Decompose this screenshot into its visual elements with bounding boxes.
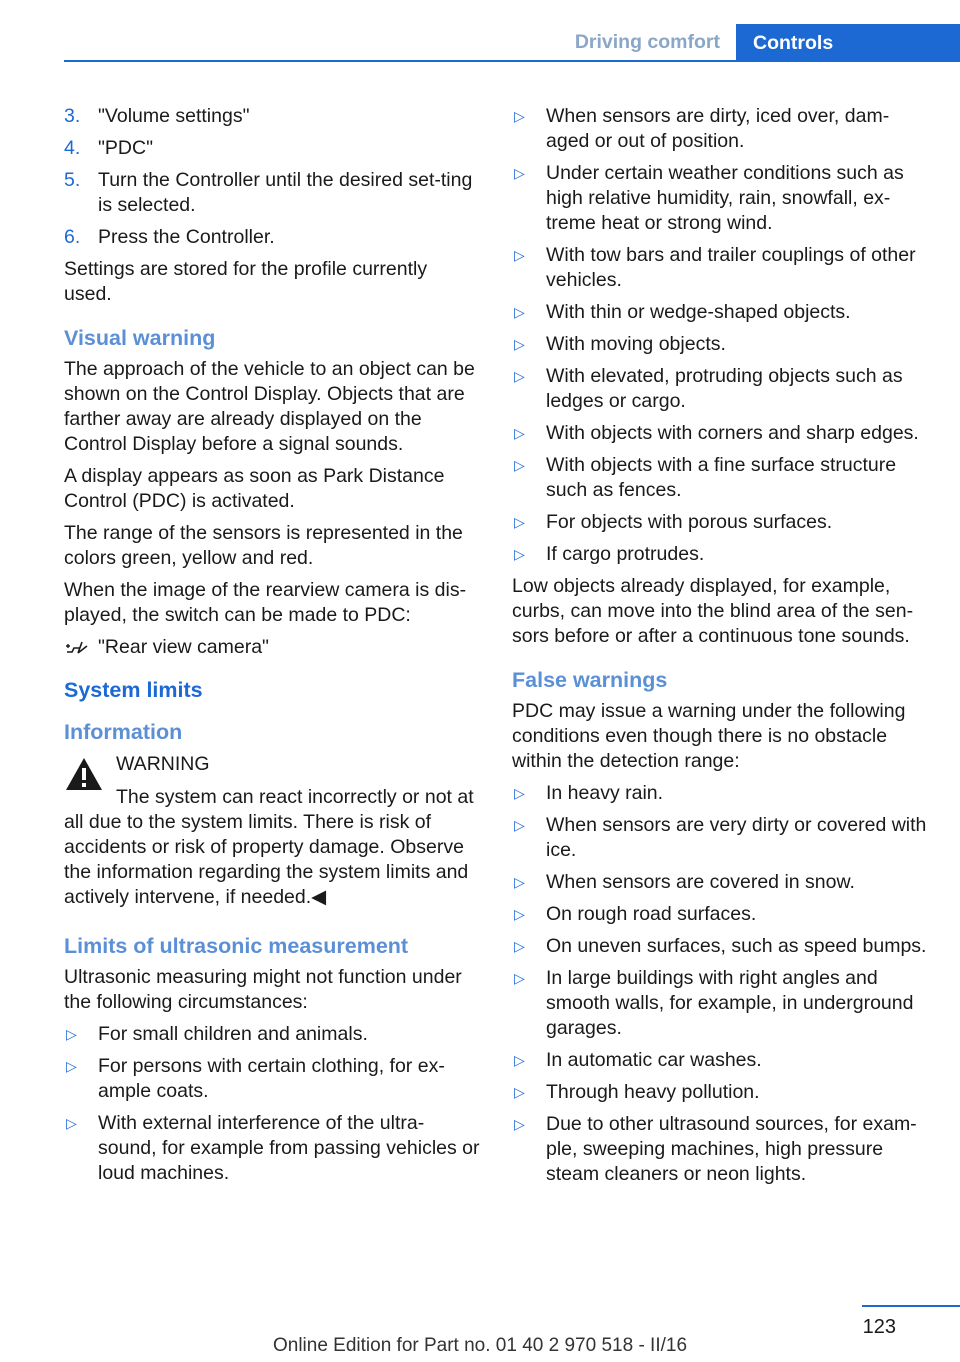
list-item-text: Due to other ultrasound sources, for exam‐ple, sweeping machines, high pressure steam cleaners or neon lights. — [546, 1113, 917, 1185]
list-item — [512, 1048, 932, 1073]
warning-title: WARNING — [116, 753, 210, 775]
list-item — [512, 934, 932, 959]
step-number: 4. — [64, 137, 81, 159]
list-item-text: When sensors are dirty, iced over, dam‐aged or out of position. — [546, 105, 890, 152]
list-item — [512, 870, 932, 895]
list-item — [64, 136, 480, 161]
bullet-triangle-icon: ▷ — [514, 247, 525, 263]
rear-view-camera-line — [64, 635, 480, 660]
header-rule — [64, 60, 960, 62]
list-item — [512, 161, 932, 236]
bullet-triangle-icon: ▷ — [514, 514, 525, 530]
rear-view-camera-icon — [64, 639, 90, 657]
list-item — [64, 168, 480, 218]
bullet-triangle-icon: ▷ — [66, 1026, 77, 1042]
list-item — [64, 1022, 480, 1047]
list-item-text: On uneven surfaces, such as speed bumps. — [546, 935, 927, 957]
list-item — [64, 1054, 480, 1104]
list-item — [512, 1080, 932, 1105]
ultrasonic-intro: Ultrasonic measuring might not function under the following circumstances: — [64, 966, 462, 1013]
bullet-triangle-icon: ▷ — [514, 546, 525, 562]
visual-warning-heading: Visual warning — [64, 326, 216, 350]
step-text: Press the Controller. — [98, 226, 275, 248]
step-number: 5. — [64, 169, 81, 191]
list-item-text: In large buildings with right angles and smooth walls, for example, in underground garages. — [546, 967, 914, 1039]
list-item — [512, 1112, 932, 1187]
ultrasonic-limits-heading: Limits of ultrasonic measurement — [64, 934, 409, 958]
bullet-triangle-icon: ▷ — [514, 970, 525, 986]
list-item — [512, 781, 932, 806]
list-item — [512, 300, 932, 325]
list-item — [64, 104, 480, 129]
list-item — [512, 902, 932, 927]
paragraph: The range of the sensors is represented in the colors green, yellow and red. — [64, 522, 463, 569]
list-item-text: With external interference of the ultra‐sound, for example from passing vehicles or loud machines. — [98, 1112, 480, 1184]
bullet-triangle-icon: ▷ — [514, 108, 525, 124]
false-warnings-intro: PDC may issue a warning under the following conditions even though there is no obstacle within the detection range: — [512, 700, 906, 772]
bullet-triangle-icon: ▷ — [514, 368, 525, 384]
list-item — [512, 421, 932, 446]
warning-text: The system can react incorrectly or not at all due to the system limits. There is risk of accidents or risk of property damage. Observe the information regarding the system limits and actively intervene, if needed.◀ — [64, 786, 474, 908]
information-heading: Information — [64, 720, 183, 744]
list-item — [512, 243, 932, 293]
warning-box — [64, 752, 480, 910]
page-header — [0, 24, 960, 62]
steps-list — [64, 104, 480, 250]
ultrasonic-list — [64, 1022, 480, 1186]
list-item-text: In heavy rain. — [546, 782, 664, 804]
bullet-triangle-icon: ▷ — [514, 165, 525, 181]
list-item-text: With tow bars and trailer couplings of other vehicles. — [546, 244, 916, 291]
page-number: 123 — [862, 1316, 896, 1338]
bullet-triangle-icon: ▷ — [66, 1115, 77, 1131]
list-item-text: Through heavy pollution. — [546, 1081, 760, 1103]
bullet-triangle-icon: ▷ — [514, 938, 525, 954]
right-column — [512, 104, 932, 1194]
list-item-text: On rough road surfaces. — [546, 903, 757, 925]
header-chapter-tab: Controls — [736, 24, 960, 62]
list-item — [512, 966, 932, 1041]
list-item-text: When sensors are very dirty or covered with ice. — [546, 814, 927, 861]
list-item — [512, 453, 932, 503]
header-section-title: Driving comfort — [574, 31, 720, 53]
bullet-triangle-icon: ▷ — [66, 1058, 77, 1074]
paragraph: The approach of the vehicle to an object can be shown on the Control Display. Objects that are farther away are already displayed on the Control Display before a signal sounds. — [64, 358, 475, 455]
footer-rule — [862, 1305, 960, 1307]
bullet-triangle-icon: ▷ — [514, 1084, 525, 1100]
step-number: 6. — [64, 226, 81, 248]
bullet-triangle-icon: ▷ — [514, 457, 525, 473]
rear-view-camera-label: "Rear view camera" — [98, 636, 269, 658]
list-item-text: For small children and animals. — [98, 1023, 368, 1045]
bullet-triangle-icon: ▷ — [514, 906, 525, 922]
bullet-triangle-icon: ▷ — [514, 1052, 525, 1068]
list-item — [512, 332, 932, 357]
left-column — [64, 104, 480, 1193]
bullet-triangle-icon: ▷ — [514, 1116, 525, 1132]
system-limits-heading: System limits — [64, 678, 203, 702]
step-text: "PDC" — [98, 137, 154, 159]
settings-note: Settings are stored for the profile currently used. — [64, 258, 428, 305]
low-objects-note: Low objects already displayed, for example, curbs, can move into the blind area of the sen‐sors before or after a continuous tone sounds. — [512, 575, 914, 647]
list-item-text: With objects with corners and sharp edges. — [546, 422, 919, 444]
paragraph: A display appears as soon as Park Distance Control (PDC) is activated. — [64, 465, 445, 512]
list-item-text: With objects with a fine surface structure such as fences. — [546, 454, 897, 501]
list-item-text: In automatic car washes. — [546, 1049, 762, 1071]
list-item — [512, 364, 932, 414]
bullet-triangle-icon: ▷ — [514, 336, 525, 352]
list-item-text: With thin or wedge-shaped objects. — [546, 301, 851, 323]
list-item-text: For persons with certain clothing, for ex‐ample coats. — [98, 1055, 445, 1102]
bullet-triangle-icon: ▷ — [514, 874, 525, 890]
step-text: Turn the Controller until the desired set‐ting is selected. — [98, 169, 473, 216]
list-item-text: With moving objects. — [546, 333, 726, 355]
paragraph: When the image of the rearview camera is dis‐played, the switch can be made to PDC: — [64, 579, 467, 626]
list-item-text: Under certain weather conditions such as high relative humidity, rain, snowfall, ex‐treme heat or strong wind. — [546, 162, 904, 234]
sensor-conditions-list — [512, 104, 932, 567]
list-item — [512, 813, 932, 863]
bullet-triangle-icon: ▷ — [514, 785, 525, 801]
list-item-text: For objects with porous surfaces. — [546, 511, 833, 533]
list-item — [64, 225, 480, 250]
bullet-triangle-icon: ▷ — [514, 304, 525, 320]
list-item-text: When sensors are covered in snow. — [546, 871, 855, 893]
list-item-text: If cargo protrudes. — [546, 543, 705, 565]
false-warnings-list — [512, 781, 932, 1187]
step-number: 3. — [64, 105, 81, 127]
list-item — [512, 510, 932, 535]
bullet-triangle-icon: ▷ — [514, 817, 525, 833]
step-text: "Volume settings" — [98, 105, 250, 127]
list-item — [512, 104, 932, 154]
edition-footer: Online Edition for Part no. 01 40 2 970 518 - II/16 — [272, 1335, 688, 1356]
list-item — [512, 542, 932, 567]
list-item — [64, 1111, 480, 1186]
list-item-text: With elevated, protruding objects such as ledges or cargo. — [546, 365, 903, 412]
bullet-triangle-icon: ▷ — [514, 425, 525, 441]
false-warnings-heading: False warnings — [512, 668, 668, 692]
warning-triangle-icon — [64, 756, 104, 792]
